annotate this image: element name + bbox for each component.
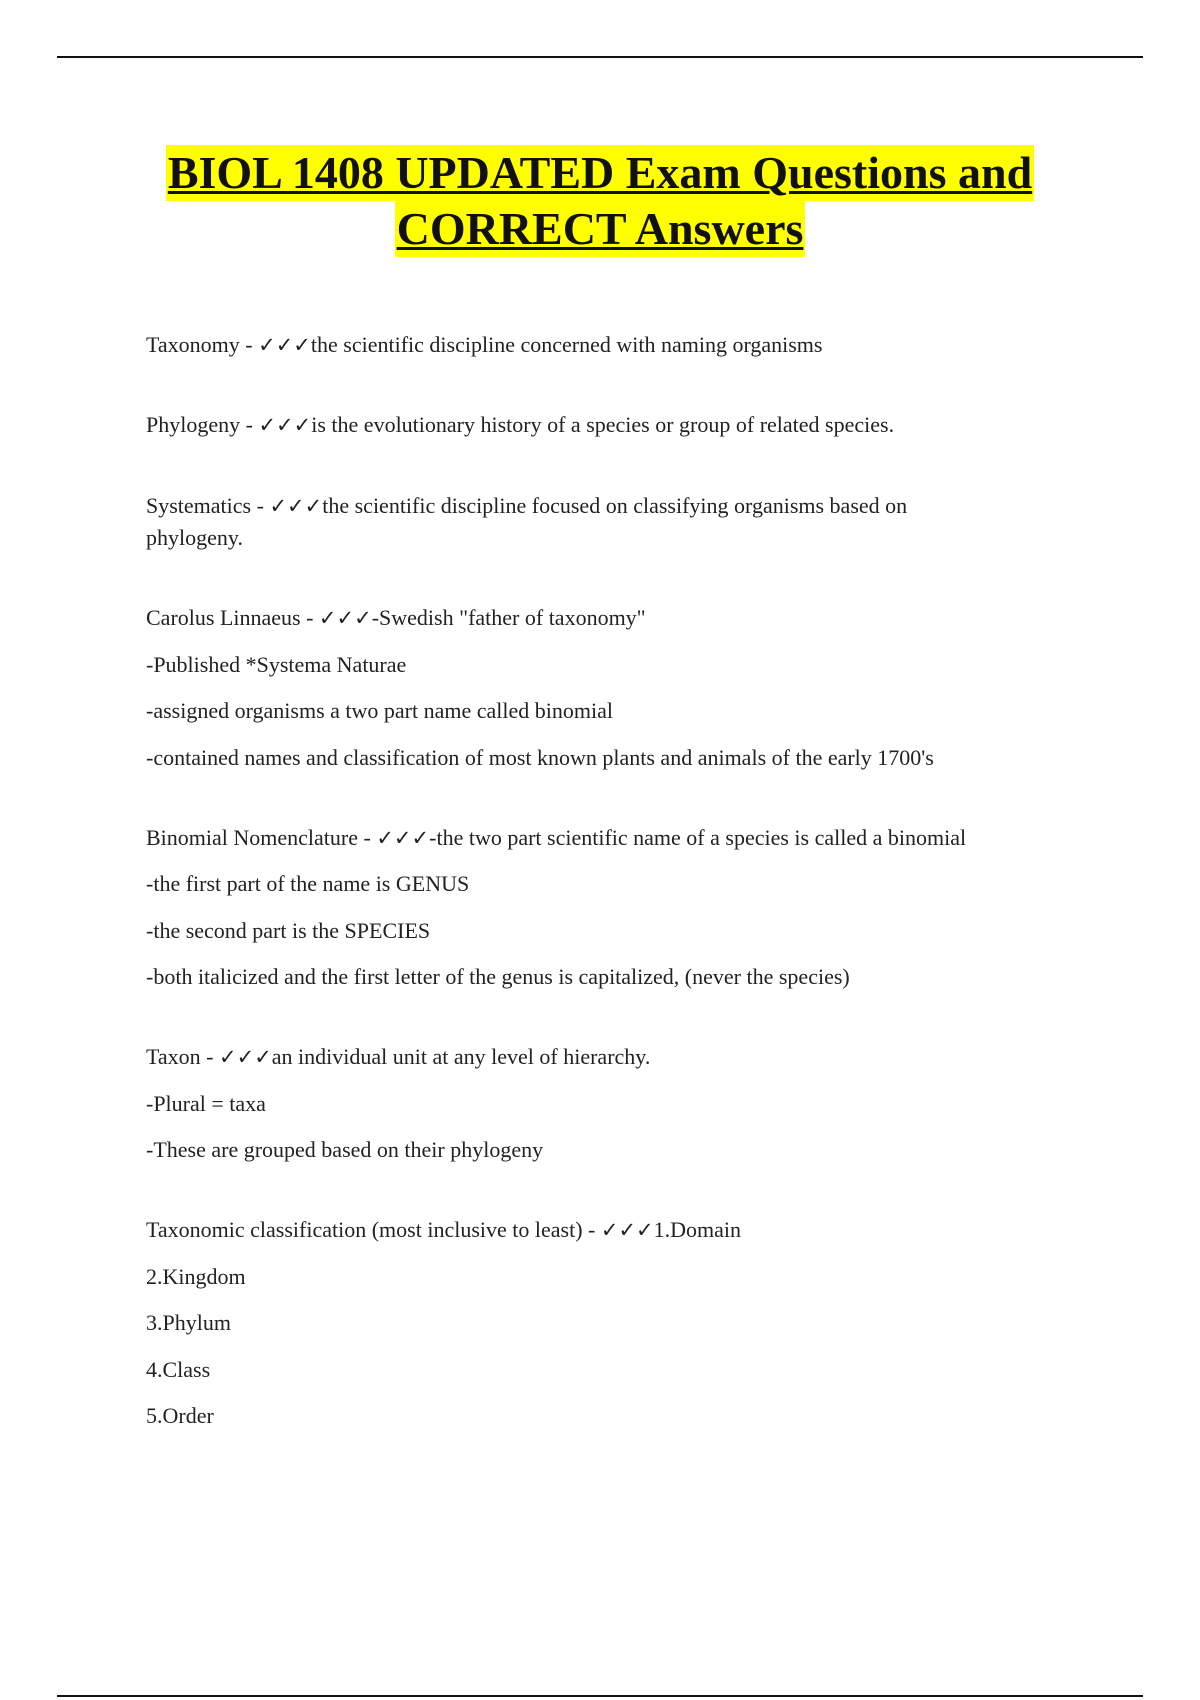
checkmarks-icon: ✓✓✓ [219, 1045, 272, 1069]
qa-line [146, 603, 1080, 633]
answer: is the evolutionary history of a species or group of related species. [311, 412, 895, 437]
title-line-2: CORRECT Answers [395, 201, 806, 257]
detail-line: 2.Kingdom [146, 1263, 246, 1289]
term: Taxonomy - [146, 332, 259, 357]
checkmarks-icon: ✓✓✓ [376, 825, 430, 850]
detail-line: 5.Order [146, 1403, 214, 1428]
detail-line: -contained names and classification of most known plants and animals of the early 1700's [146, 744, 934, 770]
answer: the scientific discipline focused on classifying organisms based on [322, 493, 908, 518]
answer: an individual unit at any level of hierarchy. [271, 1044, 651, 1069]
qa-entry [146, 330, 1080, 360]
detail-line: -the second part is the SPECIES [146, 917, 431, 943]
answer-continuation: phylogeny. [146, 525, 243, 550]
qa-line [146, 330, 1080, 360]
term: Taxon - [146, 1044, 219, 1069]
qa-entry [146, 490, 1080, 553]
qa-line [146, 410, 1080, 440]
qa-entry [146, 603, 1080, 773]
detail-line: -assigned organisms a two part name called binomial [146, 698, 613, 723]
answer: 1.Domain [653, 1217, 742, 1242]
detail-line: 4.Class [146, 1356, 211, 1382]
term: Taxonomic classification (most inclusive to least) - [146, 1217, 601, 1242]
qa-entry [146, 1042, 1080, 1165]
term: Carolus Linnaeus - [146, 605, 319, 630]
answer: the scientific discipline concerned with naming organisms [310, 332, 823, 357]
answer: -the two part scientific name of a species is called a binomial [429, 824, 967, 850]
qa-entry [146, 823, 1080, 993]
qa-line [146, 1042, 1080, 1072]
detail-line: -both italicized and the first letter of the genus is capitalized, (never the species) [146, 964, 850, 989]
checkmarks-icon: ✓✓✓ [258, 333, 311, 357]
checkmarks-icon: ✓✓✓ [600, 1218, 654, 1242]
term: Binomial Nomenclature - [146, 824, 377, 850]
qa-line [146, 823, 1080, 853]
title-line-1: BIOL 1408 UPDATED Exam Questions and [166, 145, 1034, 201]
qa-line [146, 490, 1080, 553]
qa-entry [146, 1215, 1080, 1431]
checkmarks-icon: ✓✓✓ [258, 413, 312, 437]
qa-entry [146, 410, 1080, 440]
answer: -Swedish "father of taxonomy" [371, 605, 646, 630]
checkmarks-icon: ✓✓✓ [269, 494, 323, 518]
term: Systematics - [146, 493, 270, 518]
detail-line: -the first part of the name is GENUS [146, 871, 470, 896]
detail-line: -These are grouped based on their phylogeny [146, 1137, 544, 1162]
qa-line [146, 1215, 1080, 1245]
detail-line: -Plural = taxa [146, 1090, 266, 1116]
bottom-rule [57, 1695, 1143, 1697]
document-title [100, 145, 1100, 257]
qa-list [146, 330, 1080, 1481]
detail-line: 3.Phylum [146, 1310, 231, 1335]
term: Phylogeny - [146, 412, 259, 437]
top-rule [57, 56, 1143, 58]
checkmarks-icon: ✓✓✓ [318, 606, 372, 630]
detail-line: -Published *Systema Naturae [146, 651, 407, 677]
